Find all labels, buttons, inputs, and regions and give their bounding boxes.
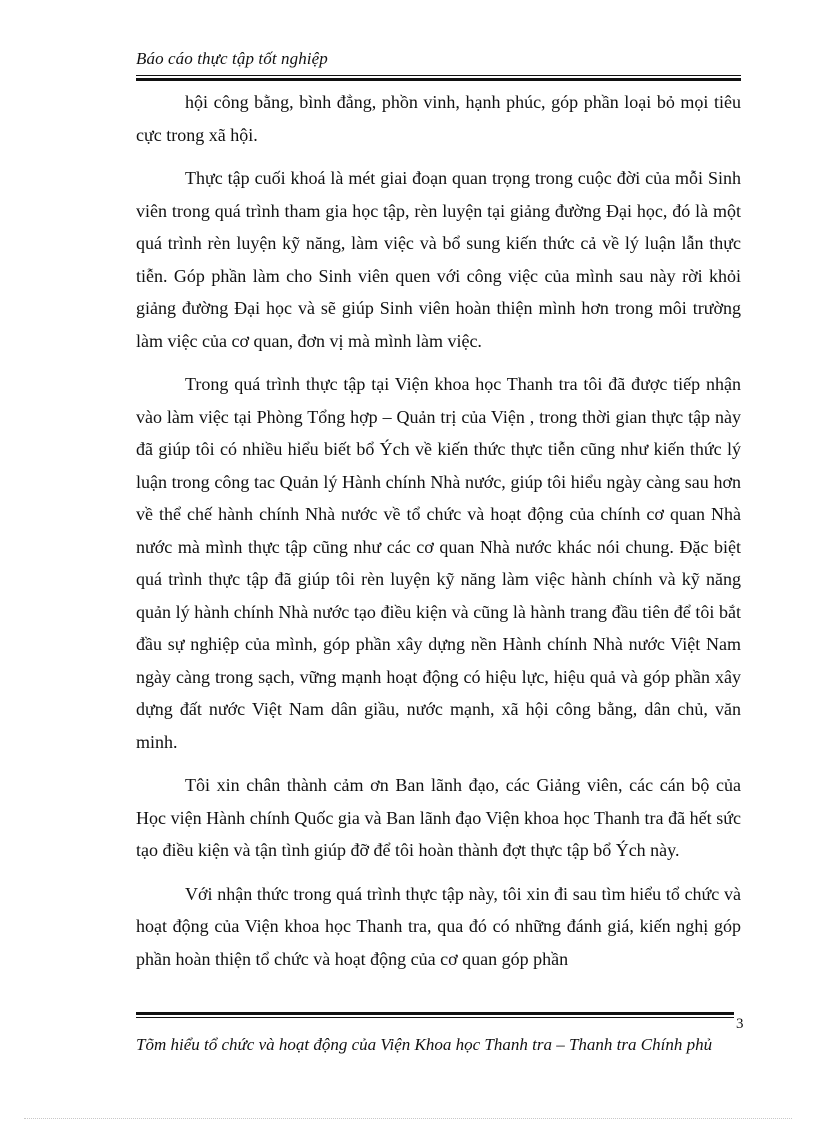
paragraph-internship-experience: Trong quá trình thực tập tại Viện khoa học Thanh tra tôi đã được tiếp nhận vào làm việc tại Phòng Tổng hợp – Quản trị của Viện , trong thời gian thực tập này đã giúp tôi có nhiều hiểu biết bổ Ých về kiến thức thực tiễn cũng như kiến thức lý luận trong công tac Quản lý Hành chính Nhà nước, giúp tôi hiểu ngày càng sau hơn về thể chế hành chính Nhà nước về tổ chức và hoạt động của chính cơ quan Nhà nước mà mình thực tập cũng như các cơ quan Nhà nước khác nói chung. Đặc biệt quá trình thực tập đã giúp tôi rèn luyện kỹ năng làm việc hành chính và kỹ năng quản lý hành chính Nhà nước tạo điều kiện và cũng là hành trang đầu tiên để tôi bắt đầu sự nghiệp của mình, góp phần xây dựng nền Hành chính Nhà nước Việt Nam ngày càng trong sạch, vững mạnh hoạt động có hiệu lực, hiệu quả và góp phần xây dựng đất nước Việt Nam dân giầu, nước mạnh, xã hội công bằng, dân chủ, văn minh. [136,374,741,752]
paragraph-acknowledgement: Tôi xin chân thành cảm ơn Ban lãnh đạo, các Giảng viên, các cán bộ của Học viện Hành chính Quốc gia và Ban lãnh đạo Viện khoa học Thanh tra đã hết sức tạo điều kiện và tận tình giúp đỡ để tôi hoàn thành đợt thực tập bổ Ých này. [136,775,741,860]
running-footer-title: Tõm hiểu tổ chức và hoạt động của Viện Khoa học Thanh tra – Thanh tra Chính phủ [136,1035,713,1054]
body-text [136,86,741,986]
paragraph-internship-importance: Thực tập cuối khoá là mét giai đoạn quan trọng trong cuộc đời của mỗi Sinh viên trong quá trình tham gia học tập, rèn luyện tại giảng đường Đại học, đó là một quá trình rèn luyện kỹ năng, làm việc và bổ sung kiến thức cả về lý luận lẫn thực tiễn. Góp phần làm cho Sinh viên quen với công việc của mình sau này rời khỏi giảng đường Đại học và sẽ giúp Sinh viên hoàn thiện mình hơn trong môi trường làm việc của cơ quan, đơn vị mà mình làm việc. [136,168,741,351]
header-rule-thick [136,78,741,81]
page-number: 3 [736,1016,744,1032]
page-edge-divider [24,1118,792,1119]
footer-rule-thin [136,1017,734,1018]
paragraph-report-purpose: Với nhận thức trong quá trình thực tập này, tôi xin đi sau tìm hiểu tổ chức và hoạt động của Viện khoa học Thanh tra, qua đó có những đánh giá, kiến nghị góp phần hoàn thiện tổ chức và hoạt động của cơ quan góp phần [136,883,741,969]
header-rule-thin [136,75,741,76]
footer-rule-thick [136,1012,734,1015]
paragraph-continuation: hội công bằng, bình đẳng, phồn vinh, hạnh phúc, góp phần loại bỏ mọi tiêu cực trong xã hội. [136,92,741,145]
running-header-title: Báo cáo thực tập tốt nghiệp [136,49,328,68]
